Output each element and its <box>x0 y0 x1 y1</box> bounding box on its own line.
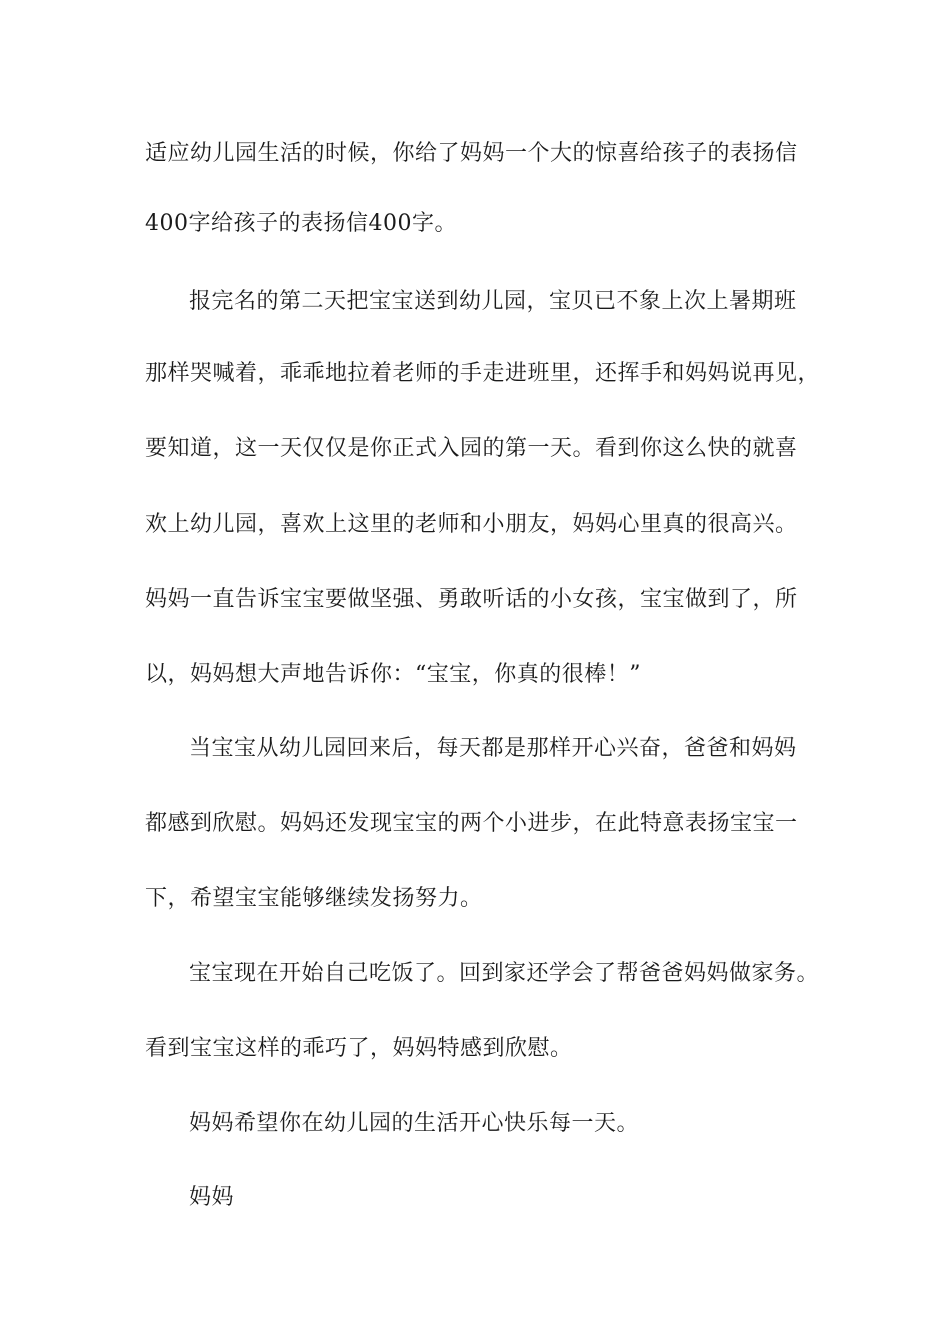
paragraph-line: 当宝宝从幼儿园回来后，每天都是那样开心兴奋，爸爸和妈妈 <box>189 736 797 761</box>
paragraph-line: 看到宝宝这样的乖巧了，妈妈特感到欣慰。 <box>145 1036 573 1061</box>
signature-line: 妈妈 <box>189 1185 235 1210</box>
paragraph-line: 都感到欣慰。妈妈还发现宝宝的两个小进步，在此特意表扬宝宝一 <box>145 811 798 836</box>
paragraph-line: 要知道，这一天仅仅是你正式入园的第一天。看到你这么快的就喜 <box>145 436 798 461</box>
paragraph-line: 宝宝现在开始自己吃饭了。回到家还学会了帮爸爸妈妈做家务。 <box>189 961 820 986</box>
paragraph-line: 下，希望宝宝能够继续发扬努力。 <box>145 886 483 911</box>
paragraph-line: 妈妈一直告诉宝宝要做坚强、勇敢听话的小女孩，宝宝做到了，所 <box>145 587 798 612</box>
paragraph-line: 适应幼儿园生活的时候，你给了妈妈一个大的惊喜给孩子的表扬信 <box>145 141 798 166</box>
paragraph-line: 400字给孩子的表扬信400字。 <box>145 211 457 236</box>
paragraph-line: 报完名的第二天把宝宝送到幼儿园，宝贝已不象上次上暑期班 <box>189 289 797 314</box>
paragraph-line: 欢上幼儿园，喜欢上这里的老师和小朋友，妈妈心里真的很高兴。 <box>145 512 798 537</box>
paragraph-line: 以，妈妈想大声地告诉你：“宝宝，你真的很棒！” <box>145 662 641 687</box>
paragraph-line: 妈妈希望你在幼儿园的生活开心快乐每一天。 <box>189 1111 640 1136</box>
paragraph-line: 那样哭喊着，乖乖地拉着老师的手走进班里，还挥手和妈妈说再见， <box>145 361 821 386</box>
